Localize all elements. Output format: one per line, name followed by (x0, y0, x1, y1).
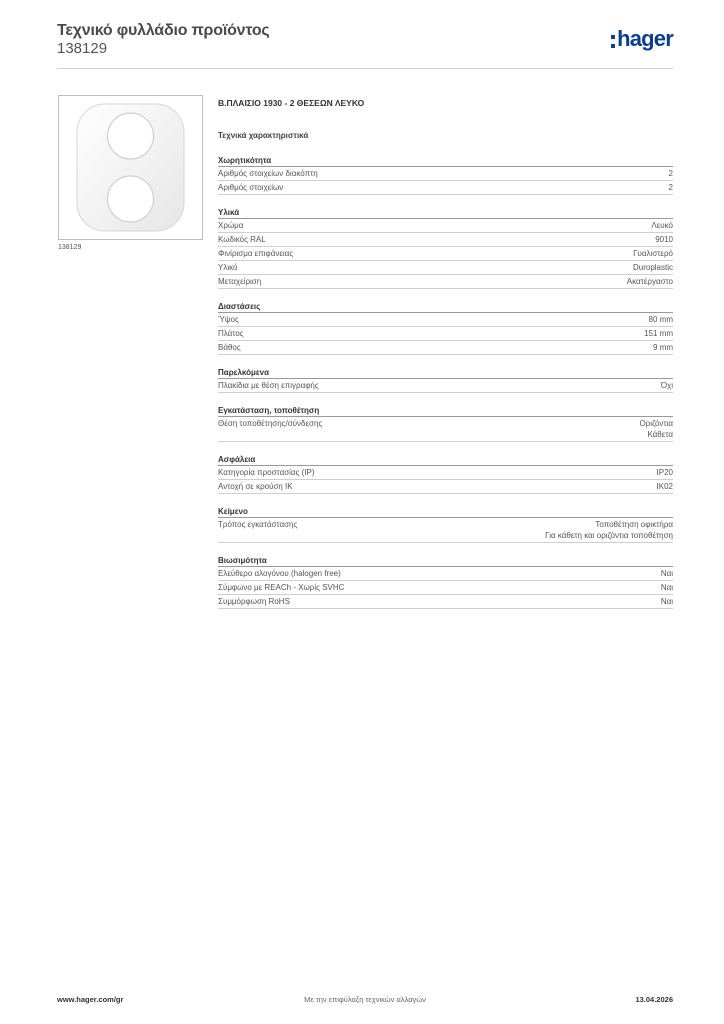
spec-row (218, 181, 673, 195)
spec-value-line: Ακατέργαστο (626, 277, 673, 286)
double-frame-product-image (59, 96, 202, 239)
spec-value-line: Τοποθέτηση οφικτήρα (595, 520, 673, 529)
spec-value (669, 168, 673, 179)
logo-text: hager (617, 26, 673, 51)
spec-row (218, 233, 673, 247)
spec-value (633, 248, 673, 259)
spec-value-line: 9010 (655, 235, 673, 244)
spec-label: Αριθμός στοιχείων (218, 183, 284, 192)
page-title: Τεχνικό φυλλάδιο προϊόντος (57, 22, 270, 39)
page-header (57, 22, 673, 68)
spec-value (651, 220, 673, 231)
spec-row (218, 327, 673, 341)
spec-label: Φινίρισμα επιφάνειας (218, 249, 294, 258)
spec-value (627, 276, 673, 287)
spec-value-line: 2 (668, 169, 673, 178)
spec-value-line: Οριζόντια (639, 419, 673, 428)
spec-value-line: Ναι (660, 569, 673, 578)
spec-value-line: 80 mm (648, 315, 673, 324)
header-divider (57, 68, 673, 69)
spec-value (661, 568, 673, 579)
spec-value-line: 2 (668, 183, 673, 192)
spec-value (633, 262, 673, 273)
spec-section (218, 155, 673, 195)
spec-row (218, 567, 673, 581)
spec-section (218, 454, 673, 494)
product-code: 138129 (57, 40, 108, 57)
spec-value (644, 328, 673, 339)
spec-row (218, 581, 673, 595)
section-title: Υλικά (218, 207, 673, 219)
spec-row (218, 167, 673, 181)
tech-heading: Τεχνικά χαρακτηριστικά (218, 131, 309, 140)
spec-label: Υλικό (218, 263, 238, 272)
spec-section (218, 301, 673, 355)
logo-colon-icon (611, 35, 615, 48)
spec-value-line: Γυαλιστερό (633, 249, 673, 258)
section-title: Χωρητικότητα (218, 155, 673, 167)
spec-value (661, 582, 673, 593)
spec-value-line: 151 mm (644, 329, 673, 338)
spec-value (545, 519, 673, 541)
spec-label: Μεταχείριση (218, 277, 262, 286)
spec-content (218, 97, 673, 609)
hager-logo (611, 26, 673, 52)
section-title: Ασφάλεια (218, 454, 673, 466)
spec-label: Αντοχή σε κρούση IK (218, 482, 293, 491)
page-footer (57, 995, 673, 1009)
spec-row (218, 247, 673, 261)
spec-row (218, 518, 673, 543)
spec-label: Βάθος (218, 343, 241, 352)
spec-label: Πλάτος (218, 329, 244, 338)
spec-value-line: Ναι (660, 597, 673, 606)
spec-row (218, 417, 673, 442)
footer-notice: Με την επιφύλαξη τεχνικών αλλαγών (304, 995, 426, 1004)
product-title: Β.ΠΛΑΙΣΙΟ 1930 - 2 ΘΕΣΕΩΝ ΛΕΥΚΟ (218, 98, 365, 108)
spec-section (218, 207, 673, 289)
spec-label: Συμμόρφωση RoHS (218, 597, 290, 606)
section-title: Εγκατάσταση, τοποθέτηση (218, 405, 673, 417)
spec-value (657, 467, 673, 478)
spec-value (653, 342, 673, 353)
spec-value (649, 314, 673, 325)
spec-section (218, 555, 673, 609)
spec-value-line: Λευκό (651, 221, 673, 230)
footer-date: 13.04.2026 (635, 995, 673, 1004)
spec-label: Κωδικός RAL (218, 235, 266, 244)
spec-row (218, 261, 673, 275)
spec-label: Σύμφωνο με REACh - Χωρίς SVHC (218, 583, 345, 592)
spec-value-line: Για κάθετη και οριζόντια τοποθέτηση (545, 531, 673, 540)
spec-sections (218, 155, 673, 609)
spec-value-line: Ναι (660, 583, 673, 592)
spec-value (669, 182, 673, 193)
spec-value-line: IK02 (656, 482, 673, 491)
spec-section (218, 367, 673, 393)
footer-website[interactable]: www.hager.com/gr (57, 995, 124, 1004)
spec-label: Ύψος (218, 315, 239, 324)
spec-row (218, 219, 673, 233)
spec-value (639, 418, 673, 440)
spec-value (657, 481, 673, 492)
spec-section (218, 405, 673, 442)
spec-label: Θέση τοποθέτησης/σύνδεσης (218, 419, 323, 428)
spec-row (218, 480, 673, 494)
spec-value-line: Κάθετα (647, 430, 673, 439)
image-caption: 138129 (58, 244, 82, 251)
spec-label: Κατηγορία προστασίας (IP) (218, 468, 315, 477)
spec-label: Χρώμα (218, 221, 244, 230)
spec-value-line: Όχι (660, 381, 673, 390)
spec-value (661, 380, 673, 391)
spec-row (218, 341, 673, 355)
spec-label: Ελεύθερο αλογόνου (halogen free) (218, 569, 341, 578)
spec-value-line: 9 mm (653, 343, 673, 352)
spec-label: Αριθμός στοιχείων διακόπτη (218, 169, 318, 178)
spec-label: Τρόπος εγκατάστασης (218, 520, 298, 529)
product-image (58, 95, 203, 240)
spec-section (218, 506, 673, 543)
section-title: Βιωσιμότητα (218, 555, 673, 567)
section-title: Κείμενο (218, 506, 673, 518)
section-title: Παρελκόμενα (218, 367, 673, 379)
spec-value-line: Duroplastic (632, 263, 673, 272)
spec-value (661, 596, 673, 607)
spec-row (218, 466, 673, 480)
spec-label: Πλακίδια με θέση επιγραφής (218, 381, 319, 390)
spec-row (218, 275, 673, 289)
spec-row (218, 595, 673, 609)
spec-value-line: IP20 (656, 468, 673, 477)
spec-row (218, 313, 673, 327)
spec-value (655, 234, 673, 245)
spec-row (218, 379, 673, 393)
section-title: Διαστάσεις (218, 301, 673, 313)
